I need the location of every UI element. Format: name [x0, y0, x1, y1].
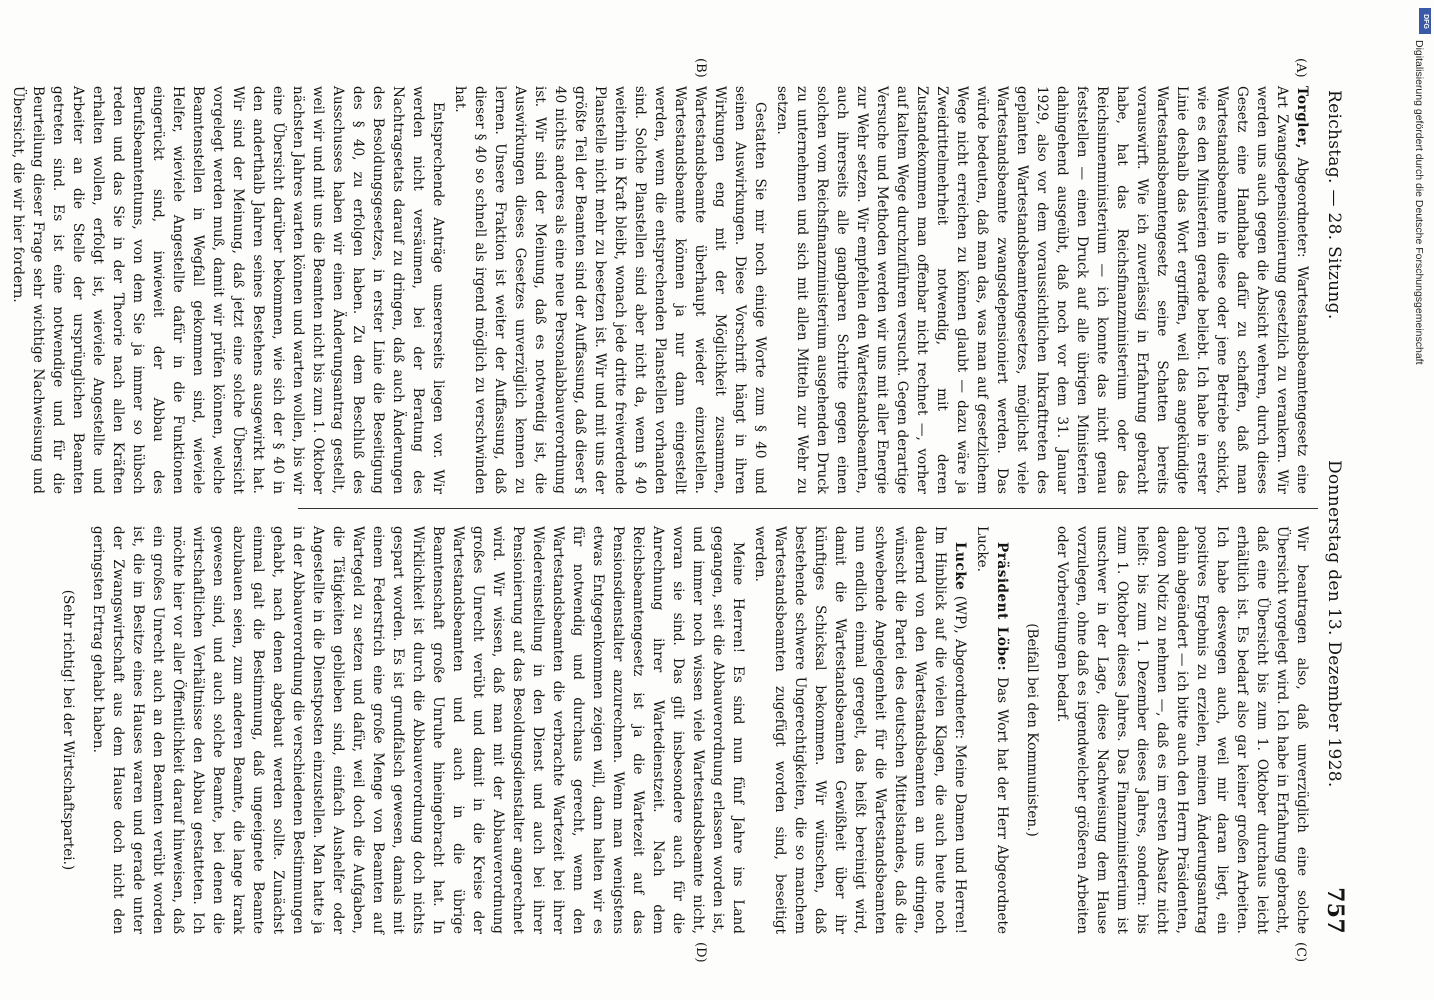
dfg-logo	[1419, 8, 1431, 34]
digitization-credit	[1412, 40, 1426, 800]
paragraph-text: (WP), Abgeordneter: Meine Damen und Herren! Im Hinblick auf die vielen Klagen, die auch heute noch dauernd von den Wartestandsbeamten an uns dringen, wünscht die Partei des deutschen Mittelstandes, daß die schwebende Angelegenheit für die Wartestandsbeamten nun endlich einmal geregelt, das heißt bereinigt wird, damit die Wartestandsbeamten Gewißheit über ihr künftiges Schicksal bekommen. Wir wünschen, daß bestehende schwere Ungerechtigkeiten, die so manchem Wartestandsbeamten zugefügt worden sind, beseitigt werden.	[752, 526, 968, 934]
credit-text: Digitalisierung gefördert durch die Deutsche Forschungsgemeinschaft	[1413, 40, 1425, 365]
page-number: 757	[1322, 887, 1348, 934]
paragraph: Gestatten Sie mir noch einige Worte zum § 40 und seinen Auswirkungen. Diese Vorschrift hängt in ihren Wirkungen eng mit der Möglichkeit zusammen, Wartestandsbeamte überhaupt wieder einzustellen. Wartestandsbeamte können ja nur dann eingestellt werden, wenn die entsprechenden Planstellen vorhanden sind. Solche Planstellen sind aber nicht da, wenn § 40 weiterhin in Kraft bleibt, wonach jede dritte freiwerdende Planstelle nicht mehr zu besetzen ist. Wir und mit uns der größte Teil der Beamten sind der Auffassung, daß dieser § 40 nichts anderes als eine neue Personalabbauverordnung ist. Wir sind der Meinung, daß es notwendig ist, die Auswirkungen dieses Gesetzes unverzüglich kennen zu lernen. Unsere Fraktion ist weiter der Auffassung, daß dieser § 40 so schnell als irgend möglich zu verschwinden hat.	[452, 86, 768, 494]
speaker-name: Torgler,	[1294, 86, 1310, 150]
paragraph	[750, 526, 970, 934]
paragraph: Meine Herren! Es sind nun fünf Jahre ins Land gegangen, seit die Abbauverordnung erlassen worden ist, und immer noch wissen viele Wartestandsbeamte nicht, woran sie sind. Das gilt insbesondere auch für die Anrechnung ihrer Wartedienstzeit. Nach dem Reichsbeamtengesetz ist ja die Wartezeit auf das Pensionsdienstalter anzurechnen. Wenn man wenigstens etwas Entgegenkommen zeigen will, dann halten wir es für notwendig und durchaus gerecht, wenn den Wartestandsbeamten die verbrachte Wartezeit bei ihrer Wiedereinstellung in den Dienst und auch bei ihrer Pensionierung auf das Besoldungsdienstalter angerechnet wird. Wir wissen, daß man mit der Abbauverordnung großes Unrecht verübt und damit in die Kreise der Wartestandsbeamten und auch in die übrige Beamtenschaft große Unruhe hineingebracht hat. In Wirklichkeit ist durch die Abbauverordnung doch nichts gespart worden. Es ist grundfalsch gewesen, damals mit einem Federstrich eine große Menge von Beamten auf Wartegeld zu setzen und dafür, weil doch die Aufgaben, die Tätigkeiten geblieben sind, einfach Aushelfer oder Angestellte in die Dienstposten einzustellen. Man hatte ja in der Abbauverordnung die verschiedenen Bestimmungen gehabt, nach denen abgebaut werden sollte. Zunächst einmal galt die Bestimmung, daß ungeeignete Beamte abzubauen seien, zum anderen Beamte, die lange krank gewesen sind, und auch solche Beamte, bei denen die wirtschaftlichen Verhältnisse den Abbau gestatteten. Ich möchte hier vor aller Öffentlichkeit darauf hinweisen, daß ein großes Unrecht auch an den Beamten verübt worden ist, die im Besitze eines Hauses waren und gerade unter der Zwangswirtschaft aus dem Hause doch nicht den geringsten Ertrag gehabt haben.	[90, 526, 746, 934]
paragraph: Entsprechende Anträge unsererseits liegen vor. Wir werden nicht versäumen, bei der Beratung des Nachtragsetats darauf zu dringen, daß auch Änderungen des Besoldungsgesetzes, in erster Linie die Beseitigung des § 40, zu erfolgen haben. Zu dem Beschluß des Ausschusses haben wir einen Änderungsantrag gestellt, weil wir und mit uns die Beamten nicht bis zum 1. Oktober nächsten Jahres warten können und warten wollen, bis wir eine Übersicht darüber bekommen, wie sich der § 40 in den anderthalb Jahren seines Bestehens ausgewirkt hat. Wir sind der Meinung, daß jetzt eine solche Übersicht vorgelegt werden muß, damit wir prüfen können, welche Beamtenstellen in Wegfall gekommen sind, wieviele Helfer, wieviele Angestellte dafür in die Funktionen eingerückt sind, inwieweit der Abbau des Berufsbeamtentums, von dem Sie ja immer so hübsch reden und das Sie in der Theorie nach allen Kräften erhalten wollen, erfolgt ist, wieviele Angestellte und Arbeiter an die Stelle der ursprünglichen Beamten getreten sind. Es ist eine notwendige und für die Beurteilung dieser Frage sehr wichtige Nachweisung und Übersicht, die wir hier fordern.	[10, 86, 446, 494]
marker-a: (A)	[1293, 58, 1308, 78]
dfg-logo-text: DFG	[1421, 13, 1429, 29]
header-left: Reichstag. — 28. Sitzung.	[1324, 90, 1344, 320]
column-divider	[298, 508, 1318, 509]
page-header	[1318, 80, 1348, 940]
speaker-role: Abgeordneter:	[1294, 157, 1310, 258]
president-label: Präsident Löbe:	[994, 542, 1010, 672]
applause-note: (Beifall bei den Kommunisten.)	[1024, 623, 1040, 837]
speaker-name: Lucke	[952, 542, 968, 591]
paragraph	[772, 86, 1312, 494]
marker-c: (C)	[1293, 942, 1308, 963]
header-date: Donnerstag den 13. Dezember 1928.	[1324, 460, 1344, 788]
marker-d: (D)	[693, 942, 708, 963]
marker-b: (B)	[693, 58, 708, 78]
applause-note: (Sehr richtig! bei der Wirtschaftspartei.)	[60, 589, 76, 871]
paragraph	[972, 526, 1012, 934]
paragraph-text: Wartestandsbeamtengesetz eine Art Zwangsdepensionierung gesetzlich zu verankern. Wir werden uns auch gegen die Absicht wehren, durch dieses Gesetz eine Handhabe dafür zu schaffen, daß man Wartestandsbeamte in diese oder jene Betriebe schickt, wie es den Ministerien gerade beliebt. Ich habe in erster Linie deshalb das Wort ergriffen, weil das angekündigte Wartestandsbeamtengesetz seine Schatten bereits vorauswirft. Wie ich zuverlässig in Erfahrung gebracht habe, hat das Reichsfinanzministerium oder das Reichsinnenministerium — ich konnte das nicht genau feststellen — einen Druck auf alle übrigen Ministerien dahingehend ausgeübt, daß noch vor dem 31. Januar 1929, also vor dem voraussichtlichen Inkrafttreten des geplanten Wartestandsbeamtengesetzes, möglichst viele Wartestandsbeamte zwangsdepensioniert werden. Das würde bedeuten, daß man das, was man auf gesetzlichem Wege nicht erreichen zu können glaubt — dazu wäre ja Zweidrittelmehrheit notwendig, mit deren Zustandekommen man offenbar nicht rechnet —, vorher auf kaltem Wege durchzuführen versucht. Gegen derartige Versuche und Methoden werden wir uns mit aller Energie zur Wehr setzen. Wir empfehlen den Wartestandsbeamten, auch ihrerseits alle gangbaren Schritte gegen einen solchen vom Reichsfinanzministerium ausgehenden Druck zu unternehmen und sich mit allen Mitteln zur Wehr zu setzen.	[774, 86, 1310, 494]
right-column	[48, 526, 1312, 934]
rotated-sheet	[10, 58, 1348, 963]
paragraph: Wir beantragen also, daß unverzüglich eine solche Übersicht vorgelegt wird. Ich habe in Erfahrung gebracht, daß eine Übersicht bis zum 1. Oktober durchaus leicht erhältlich ist. Es bedarf also gar keiner großen Arbeiten. Ich habe deswegen auch, weil mir daran liegt, ein positives Ergebnis zu erzielen, meinen Änderungsantrag dahin abgeändert — ich bitte auch den Herrn Präsidenten, davon Notiz zu nehmen —, daß es im ersten Absatz nicht heißt: bis zum 1. Dezember dieses Jahres, sondern: bis zum 1. Oktober dieses Jahres. Das Finanzministerium ist unschwer in der Lage, diese Nachweisung dem Hause vorzulegen, ohne daß es irgendwelcher größeren Arbeiten oder Vorbereitungen bedarf.	[1054, 526, 1310, 934]
president-text: Das Wort hat der Herr Abgeordnete Lucke.	[974, 526, 1010, 935]
left-column	[6, 86, 1312, 494]
